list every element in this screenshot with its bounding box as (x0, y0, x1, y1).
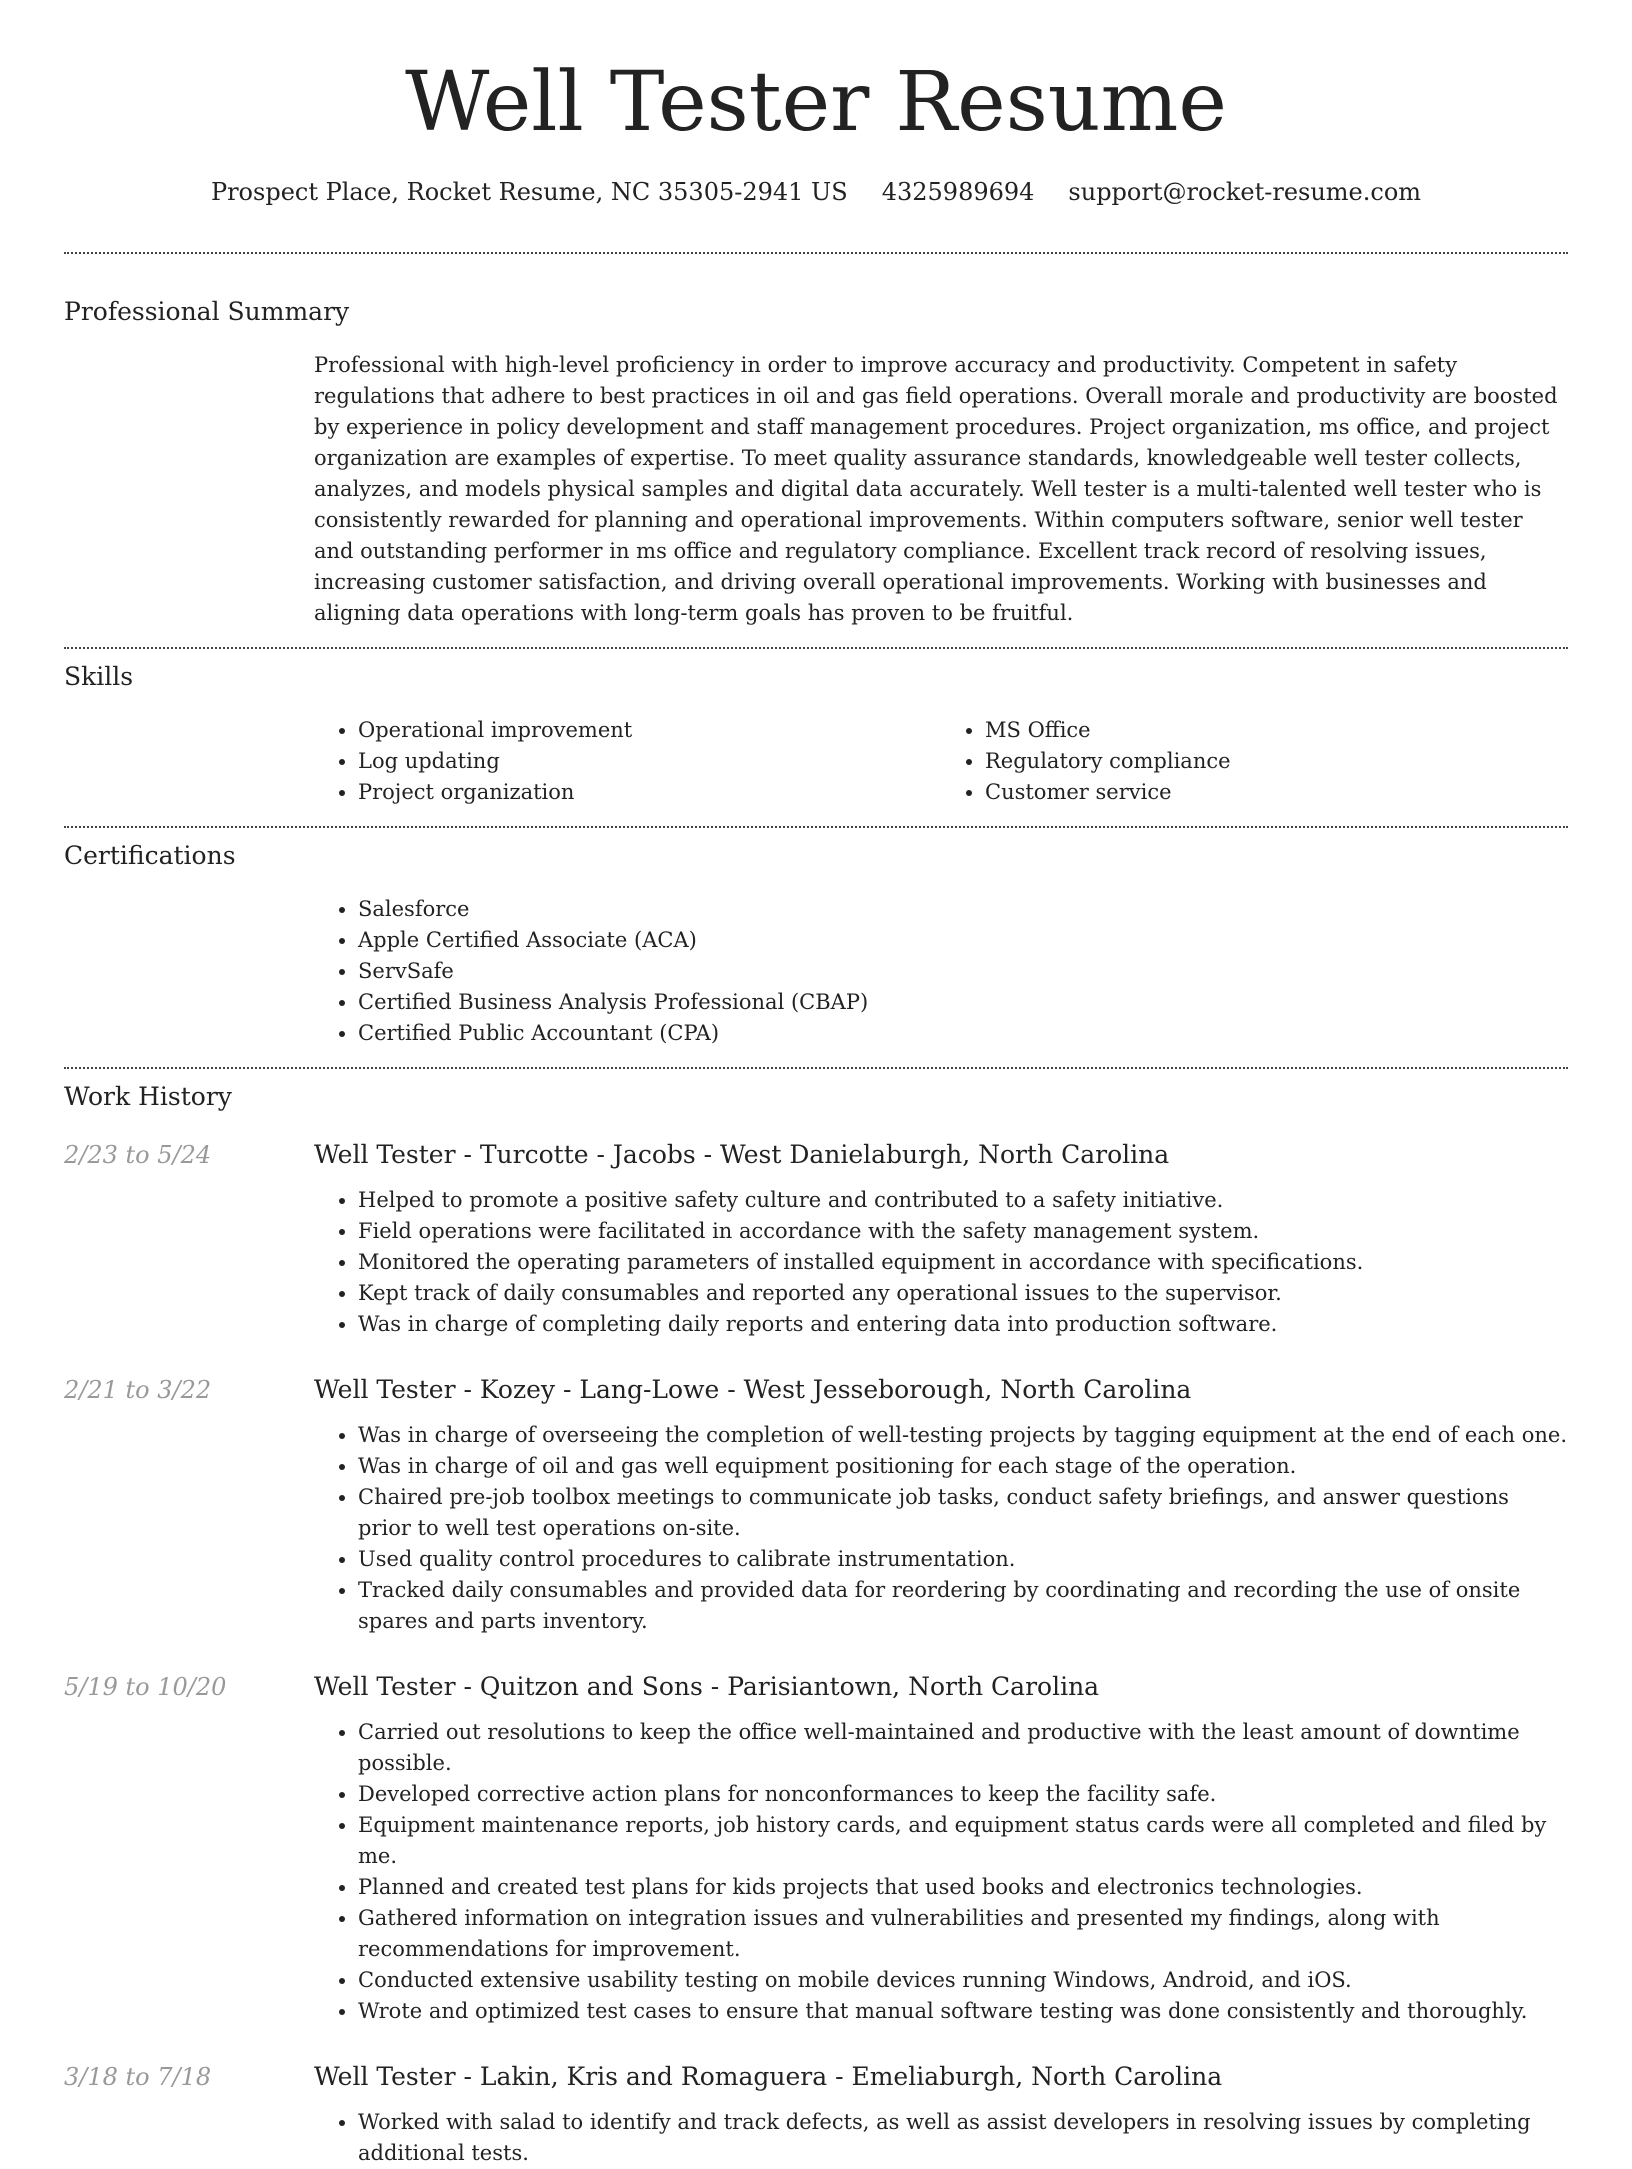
job-dates: 3/18 to 7/18 (64, 2063, 212, 2091)
work-history-section (64, 1069, 1568, 2169)
work-history-heading: Work History (64, 1082, 232, 1111)
job-bullet: • Worked with salad to identify and track defects, as well as assist developers in resolving issues by completing additional tests. (358, 2107, 1568, 2169)
certification-item: • Certified Public Accountant (CPA) (358, 1018, 1568, 1049)
certifications-heading: Certifications (64, 841, 236, 870)
job-bullet: • Carried out resolutions to keep the office well-maintained and productive with the least amount of downtime possible. (358, 1717, 1568, 1779)
skills-list-right (941, 715, 1568, 808)
job-bullet: • Chaired pre-job toolbox meetings to communicate job tasks, conduct safety briefings, and answer questions prior to well test operations on-site. (358, 1482, 1568, 1544)
certifications-list (314, 894, 1568, 1049)
skill-item: • MS Office (985, 715, 1568, 746)
job-bullet: • Equipment maintenance reports, job history cards, and equipment status cards were all completed and filed by me. (358, 1810, 1568, 1872)
job-title: Well Tester - Lakin, Kris and Romaguera - Emeliaburgh, North Carolina (314, 2062, 1223, 2091)
job-bullet: • Was in charge of overseeing the completion of well-testing projects by tagging equipment at the end of each one. (358, 1420, 1568, 1451)
job-entry (64, 1137, 1568, 1340)
job-title: Well Tester - Quitzon and Sons - Parisiantown, North Carolina (314, 1672, 1100, 1701)
job-entry (64, 1372, 1568, 1637)
job-entry (64, 2059, 1568, 2169)
job-dates: 5/19 to 10/20 (64, 1673, 227, 1701)
job-bullet: • Used quality control procedures to calibrate instrumentation. (358, 1544, 1568, 1575)
job-bullet: • Was in charge of oil and gas well equipment positioning for each stage of the operation. (358, 1451, 1568, 1482)
certification-item: • Salesforce (358, 894, 1568, 925)
summary-section (64, 254, 1568, 647)
job-bullet: • Helped to promote a positive safety culture and contributed to a safety initiative. (358, 1185, 1568, 1216)
skill-item: • Operational improvement (358, 715, 941, 746)
job-bullet: • Planned and created test plans for kids projects that used books and electronics technologies. (358, 1872, 1568, 1903)
skills-list-left (314, 715, 941, 808)
job-dates: 2/23 to 5/24 (64, 1141, 212, 1169)
job-bullet: • Tracked daily consumables and provided data for reordering by coordinating and recording the use of onsite spares and parts inventory. (358, 1575, 1568, 1637)
job-bullet: • Developed corrective action plans for nonconformances to keep the facility safe. (358, 1779, 1568, 1810)
job-bullets (314, 1717, 1568, 2027)
job-dates: 2/21 to 3/22 (64, 1376, 212, 1404)
skills-section (64, 649, 1568, 826)
summary-heading: Professional Summary (64, 297, 350, 326)
certification-item: • Apple Certified Associate (ACA) (358, 925, 1568, 956)
job-title: Well Tester - Kozey - Lang-Lowe - West Jesseborough, North Carolina (314, 1375, 1192, 1404)
job-bullet: • Was in charge of completing daily reports and entering data into production software. (358, 1309, 1568, 1340)
job-bullet: • Conducted extensive usability testing on mobile devices running Windows, Android, and iOS. (358, 1965, 1568, 1996)
job-bullet: • Kept track of daily consumables and reported any operational issues to the supervisor. (358, 1278, 1568, 1309)
skill-item: • Log updating (358, 746, 941, 777)
resume-title: Well Tester Resume (405, 55, 1227, 150)
contact-line (64, 172, 1568, 212)
job-entry (64, 1669, 1568, 2027)
skills-heading: Skills (64, 662, 134, 691)
skill-item: • Regulatory compliance (985, 746, 1568, 777)
certification-item: • ServSafe (358, 956, 1568, 987)
job-title: Well Tester - Turcotte - Jacobs - West Danielaburgh, North Carolina (314, 1140, 1170, 1169)
job-bullets (314, 1185, 1568, 1340)
job-bullets (314, 2107, 1568, 2169)
contact-phone: 4325989694 (881, 178, 1035, 206)
job-bullet: • Monitored the operating parameters of installed equipment in accordance with specifications. (358, 1247, 1568, 1278)
job-bullets (314, 1420, 1568, 1637)
contact-address: Prospect Place, Rocket Resume, NC 35305-2941 US (210, 178, 848, 206)
skill-item: • Project organization (358, 777, 941, 808)
summary-text: Professional with high-level proficiency in order to improve accuracy and productivity. Competent in safety regulations that adhere to best practices in oil and gas field operations. Overall morale and productivity are boosted by experience in policy development and staff management procedures. Project organization, ms office, and project organization are examples of expertise. To meet quality assurance standards, knowledgeable well tester collects, analyzes, and models physical samples and digital data accurately. Well tester is a multi-talented well tester who is consistently rewarded for planning and operational improvements. Within computers software, senior well tester and outstanding performer in ms office and regulatory compliance. Excellent track record of resolving issues, increasing customer satisfaction, and driving overall operational improvements. Working with businesses and aligning data operations with long-term goals has proven to be fruitful. (314, 353, 1558, 625)
job-bullet: • Field operations were facilitated in accordance with the safety management system. (358, 1216, 1568, 1247)
skill-item: • Customer service (985, 777, 1568, 808)
resume-page (64, 0, 1568, 2169)
job-bullet: • Gathered information on integration issues and vulnerabilities and presented my findings, along with recommendations for improvement. (358, 1903, 1568, 1965)
certification-item: • Certified Business Analysis Professional (CBAP) (358, 987, 1568, 1018)
certifications-section (64, 828, 1568, 1067)
contact-email: support@rocket-resume.com (1068, 178, 1422, 206)
job-bullet: • Wrote and optimized test cases to ensure that manual software testing was done consistently and thoroughly. (358, 1996, 1568, 2027)
